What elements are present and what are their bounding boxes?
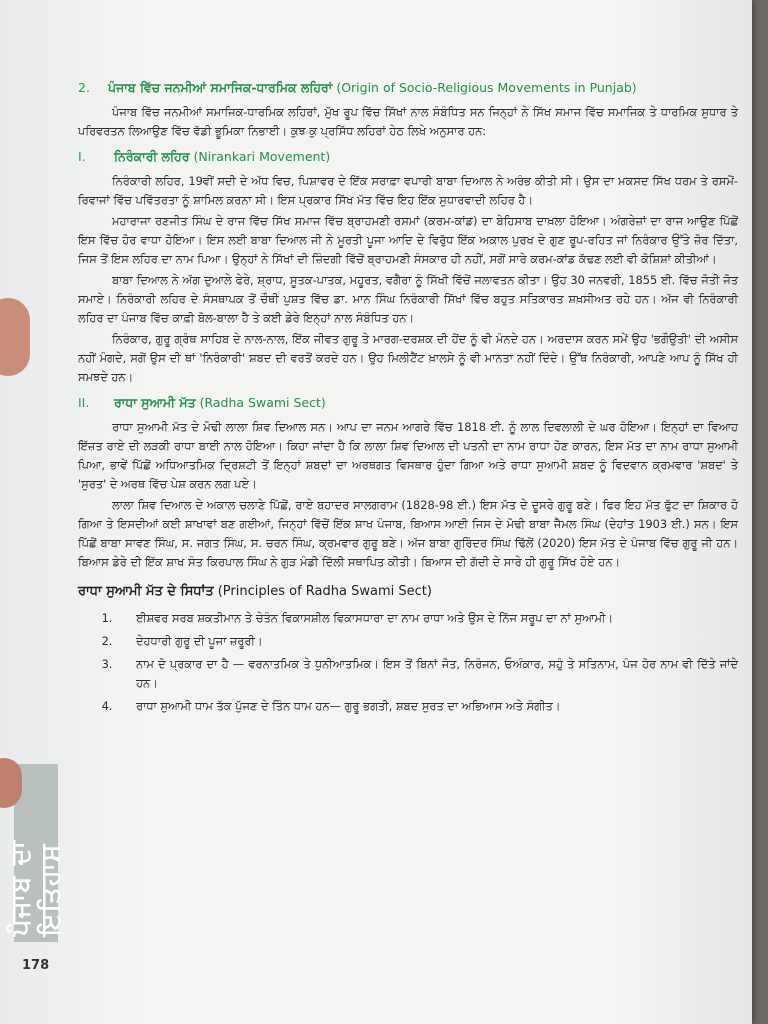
principle-item	[78, 697, 738, 716]
nirankari-paragraph: ਮਹਾਰਾਜਾ ਰਣਜੀਤ ਸਿੰਘ ਦੇ ਰਾਜ ਵਿੱਚ ਸਿੱਖ ਸਮਾਜ ਵਿੱਚ ਬ੍ਰਾਹਮਣੀ ਰਸਮਾਂ (ਕਰਮ-ਕਾਂਡ) ਦਾ ਬੇਹਿਸਾਬ ਦਾਖ਼ਲਾ ਹੋਇਆ। ਅੰਗਰੇਜ਼ਾਂ ਦਾ ਰਾਜ ਆਉਣ ਪਿੱਛੋਂ ਇਸ ਵਿੱਚ ਹੋਰ ਵਾਧਾ ਹੋਇਆ। ਇਸ ਲਈ ਬਾਬਾ ਦਿਆਲ ਜੀ ਨੇ ਮੂਰਤੀ ਪੂਜਾ ਆਦਿ ਦੇ ਵਿਰੁੱਧ ਇੱਕ ਅਕਾਲ ਪੁਰਖ ਦੇ ਗੁਣ ਰੂਪ-ਰਹਿਤ ਜਾਂ ਨਿਰੰਕਾਰ ਉੱਤੇ ਜ਼ੋਰ ਦਿੱਤਾ, ਜਿਸ ਤੋਂ ਇਸ ਲਹਿਰ ਦਾ ਨਾਮ ਪਿਆ। ਉਨ੍ਹਾਂ ਨੇ ਸਿੱਖਾਂ ਦੀ ਜ਼ਿੰਦਗੀ ਵਿੱਚੋਂ ਬ੍ਰਾਹਮਣੀ ਸੰਸਕਾਰ ਹੀ ਨਹੀਂ, ਸਗੋਂ ਸਾਰੇ ਕਰਮ-ਕਾਂਡ ਕੱਢਣ ਲਈ ਵੀ ਕੋਸ਼ਿਸ਼ਾਂ ਕੀਤੀਆਂ।	[78, 214, 738, 266]
principles-title-english: (Principles of Radha Swami Sect)	[217, 584, 432, 599]
principle-number: 3.	[101, 657, 113, 671]
principle-item	[78, 655, 738, 693]
principle-text: ਨਾਮ ਦੋ ਪ੍ਰਕਾਰ ਦਾ ਹੈ — ਵਰਨਾਤਮਿਕ ਤੇ ਧੁਨੀਆਤਮਿਕ। ਇਸ ਤੋਂ ਬਿਨਾਂ ਜੋਤ, ਨਿਰੰਜਨ, ਓਅੰਕਾਰ, ਸਹੁੰ ਤੇ ਸਤਿਨਾਮ, ਪੰਜ ਹੋਰ ਨਾਮ ਵੀ ਦਿੱਤੇ ਜਾਂਦੇ ਹਨ।	[136, 657, 738, 690]
radha-swami-number: II.	[78, 395, 90, 410]
nirankari-title-english: (Nirankari Movement)	[193, 149, 331, 164]
side-label: ਪੰਜਾਬ ਦਾ ਇਤਿਹਾਸ	[6, 839, 66, 936]
principles-list	[78, 609, 738, 716]
section-title-punjabi: ਪੰਜਾਬ ਵਿੱਚ ਜਨਮੀਆਂ ਸਮਾਜਿਕ-ਧਾਰਮਿਕ ਲਹਿਰਾਂ	[108, 80, 333, 95]
principle-item	[78, 609, 738, 628]
nirankari-heading	[78, 147, 738, 166]
principle-number: 4.	[101, 699, 113, 713]
radha-swami-title-english: (Radha Swami Sect)	[199, 395, 326, 410]
principles-title-punjabi: ਰਾਧਾ ਸੁਆਮੀ ਮੱਤ ਦੇ ਸਿਧਾਂਤ	[78, 584, 214, 599]
principle-text: ਈਸ਼ਵਰ ਸਰਬ ਸ਼ਕਤੀਮਾਨ ਤੇ ਚੇਤੰਨ ਵਿਕਾਸਸ਼ੀਲ ਵਿਕਾਸਧਾਰਾ ਦਾ ਨਾਮ ਰਾਧਾ ਅਤੇ ਉਸ ਦੇ ਨਿੱਜ ਸਰੂਪ ਦਾ ਨਾਂ ਸੁਆਮੀ।	[136, 611, 614, 625]
thumb	[0, 298, 30, 376]
section-heading	[78, 78, 738, 97]
radha-swami-heading	[78, 393, 738, 412]
radha-swami-paragraph: ਲਾਲਾ ਸ਼ਿਵ ਦਿਆਲ ਦੇ ਅਕਾਲ ਚਲਾਣੇ ਪਿੱਛੋਂ, ਰਾਏ ਬਹਾਦਰ ਸਾਲਗਰਾਮ (1828-98 ਈ.) ਇਸ ਮੱਤ ਦੇ ਦੂਸਰੇ ਗੁਰੂ ਬਣੇ। ਫਿਰ ਇਹ ਮੱਤ ਫੁੱਟ ਦਾ ਸ਼ਿਕਾਰ ਹੋ ਗਿਆ ਤੇ ਇਸਦੀਆਂ ਕਈ ਸ਼ਾਖਾਵਾਂ ਬਣ ਗਈਆਂ, ਜਿਨ੍ਹਾਂ ਵਿੱਚੋਂ ਇੱਕ ਸ਼ਾਖ ਪੰਜਾਬ, ਬਿਆਸ ਆਈ ਜਿਸ ਦੇ ਮੋਢੀ ਬਾਬਾ ਜੈਮਲ ਸਿੰਘ (ਦੇਹਾਂਤ 1903 ਈ.) ਸਨ। ਇਸ ਪਿੱਛੋਂ ਬਾਬਾ ਸਾਵਣ ਸਿੰਘ, ਸ. ਜਗਤ ਸਿੰਘ, ਸ. ਚਰਨ ਸਿੰਘ, ਕ੍ਰਮਵਾਰ ਗੁਰੂ ਬਣੇ। ਅੱਜ ਬਾਬਾ ਗੁਰਿੰਦਰ ਸਿੰਘ ਢਿੱਲੋਂ (2020) ਇਸ ਮੱਤ ਦੇ ਪੰਜਾਬ ਵਿੱਚ ਗੁਰੂ ਜੀ ਹਨ। ਬਿਆਸ ਡੇਰੇ ਦੀ ਇੱਕ ਸ਼ਾਖ ਸੰਤ ਕਿਰਪਾਲ ਸਿੰਘ ਨੇ ਗੁੜ ਮੰਡੀ ਦਿੱਲੀ ਸਥਾਪਿਤ ਕੀਤੀ। ਬਿਆਸ ਦੀ ਗੱਦੀ ਦੇ ਸਾਰੇ ਹੀ ਗੁਰੂ ਸਿੱਖ ਹੋਏ ਹਨ।	[78, 498, 738, 569]
principle-number: 1.	[101, 611, 113, 625]
nirankari-number: I.	[78, 149, 86, 164]
radha-swami-paragraph: ਰਾਧਾ ਸੁਆਮੀ ਮੱਤ ਦੇ ਮੋਢੀ ਲਾਲਾ ਸ਼ਿਵ ਦਿਆਲ ਸਨ। ਆਪ ਦਾ ਜਨਮ ਆਗਰੇ ਵਿੱਚ 1818 ਈ. ਨੂੰ ਲਾਲ ਦਿਵਲਾਲੀ ਦੇ ਘਰ ਹੋਇਆ। ਇਨ੍ਹਾਂ ਦਾ ਵਿਆਹ ਇੱਜ਼ਤ ਰਾਏ ਦੀ ਲੜਕੀ ਰਾਧਾ ਬਾਈ ਨਾਲ ਹੋਇਆ। ਕਿਹਾ ਜਾਂਦਾ ਹੈ ਕਿ ਲਾਲਾ ਸ਼ਿਵ ਦਿਆਲ ਦੀ ਪਤਨੀ ਦਾ ਨਾਮ ਰਾਧਾ ਹੋਣ ਕਾਰਨ, ਇਸ ਮੱਤ ਦਾ ਨਾਮ ਰਾਧਾ ਸੁਆਮੀ ਪਿਆ, ਭਾਵੇਂ ਪਿੱਛੋਂ ਅਧਿਆਤਮਿਕ ਦ੍ਰਿਸ਼ਟੀ ਤੋਂ ਇਨ੍ਹਾਂ ਸ਼ਬਦਾਂ ਦਾ ਅਰਥਗਤ ਵਿਸਥਾਰ ਹੁੰਦਾ ਗਿਆ ਅਤੇ ਰਾਧਾ ਸੁਆਮੀ ਸ਼ਬਦ ਨੂੰ ਵਿਦਵਾਨ ਕ੍ਰਮਵਾਰ 'ਸ਼ਬਦ' ਤੇ 'ਸੁਰਤ' ਦੇ ਅਰਥ ਵਿੱਚ ਪੇਸ਼ ਕਰਨ ਲਗ ਪਏ।	[78, 420, 738, 491]
nirankari-paragraph: ਨਿਰੰਕਾਰੀ ਲਹਿਰ, 19ਵੀਂ ਸਦੀ ਦੇ ਅੱਧ ਵਿਚ, ਪਿਸ਼ਾਵਰ ਦੇ ਇੱਕ ਸਰਾਫ਼ਾ ਵਪਾਰੀ ਬਾਬਾ ਦਿਆਲ ਨੇ ਅਰੰਭ ਕੀਤੀ ਸੀ। ਉਸ ਦਾ ਮਕਸਦ ਸਿੱਖ ਧਰਮ ਤੇ ਰਸਮੋਂ-ਰਿਵਾਜਾਂ ਵਿੱਚ ਪਵਿੱਤਰਤਾ ਨੂੰ ਸ਼ਾਮਿਲ ਕਰਨਾ ਸੀ। ਇਸ ਪ੍ਰਕਾਰ ਸਿੱਖ ਮੱਤ ਵਿੱਚ ਇਹ ਇੱਕ ਸੁਧਾਰਵਾਦੀ ਲਹਿਰ ਹੈ।	[78, 174, 738, 207]
nirankari-paragraph: ਬਾਬਾ ਦਿਆਲ ਨੇ ਅੱਗ ਦੁਆਲੇ ਫੇਰੇ, ਸ਼੍ਰਾਧ, ਸੂਤਕ-ਪਾਤਕ, ਮਹੂਰਤ, ਵਗੈਰਾ ਨੂੰ ਸਿੱਖੀ ਵਿੱਚੋਂ ਜਲਾਵਤਨ ਕੀਤਾ। ਉਹ 30 ਜਨਵਰੀ, 1855 ਈ. ਵਿੱਚ ਜੋਤੀ ਜੋਤ ਸਮਾਏ। ਨਿਰੰਕਾਰੀ ਲਹਿਰ ਦੇ ਸੰਸਥਾਪਕ ਤੋਂ ਚੌਥੀ ਪੁਸ਼ਤ ਵਿੱਚ ਡਾ. ਮਾਨ ਸਿੰਘ ਨਿਰੰਕਾਰੀ ਸਿੱਖਾਂ ਵਿੱਚ ਬਹੁਤ ਸਤਿਕਾਰਤ ਸ਼ਖ਼ਸੀਅਤ ਰਹੇ ਹਨ। ਅੱਜ ਵੀ ਨਿਰੰਕਾਰੀ ਲਹਿਰ ਦਾ ਪੰਜਾਬ ਵਿੱਚ ਕਾਫ਼ੀ ਬੋਲ-ਬਾਲਾ ਹੈ ਤੇ ਕਈ ਡੇਰੇ ਇਨ੍ਹਾਂ ਨਾਲ ਸੰਬੰਧਿਤ ਹਨ।	[78, 273, 738, 325]
section-title-english: (Origin of Socio-Religious Movements in Punjab)	[336, 80, 637, 95]
radha-swami-title-punjabi: ਰਾਧਾ ਸੁਆਮੀ ਮੱਤ	[114, 395, 196, 410]
principles-heading	[78, 582, 738, 601]
page-content	[78, 72, 738, 720]
section-number: 2.	[78, 80, 90, 95]
page-number: 178	[22, 958, 50, 973]
nirankari-paragraph: ਨਿਰੰਕਾਰ, ਗੁਰੂ ਗ੍ਰੰਥ ਸਾਹਿਬ ਦੇ ਨਾਲ-ਨਾਲ, ਇੱਕ ਜੀਵਤ ਗੁਰੂ ਤੇ ਮਾਰਗ-ਦਰਸ਼ਕ ਦੀ ਹੋਂਦ ਨੂੰ ਵੀ ਮੰਨਦੇ ਹਨ। ਅਰਦਾਸ ਕਰਨ ਸਮੇਂ ਉਹ 'ਭਗੌਉਤੀ' ਦੀ ਅਸੀਸ ਨਹੀਂ ਮੰਗਦੇ, ਸਗੋਂ ਉਸ ਦੀ ਥਾਂ 'ਨਿਰੰਕਾਰੀ' ਸ਼ਬਦ ਦੀ ਵਰਤੋਂ ਕਰਦੇ ਹਨ। ਉਹ ਮਿਲੀਟੈਂਟ ਖ਼ਾਲਸੇ ਨੂੰ ਵੀ ਮਾਨਤਾ ਨਹੀਂ ਦਿੰਦੇ। ਉੱਥ ਨਿਰੰਕਾਰੀ, ਆਪਣੇ ਆਪ ਨੂੰ ਸਿੱਖ ਹੀ ਸਮਝਦੇ ਹਨ।	[78, 332, 738, 384]
principle-text: ਦੇਹਧਾਰੀ ਗੁਰੂ ਦੀ ਪੂਜਾ ਜ਼ਰੂਰੀ।	[136, 634, 263, 648]
nirankari-title-punjabi: ਨਿਰੰਕਾਰੀ ਲਹਿਰ	[114, 149, 190, 164]
principle-number: 2.	[101, 634, 113, 648]
principle-item	[78, 632, 738, 651]
principle-text: ਰਾਧਾ ਸੁਆਮੀ ਧਾਮ ਤੱਕ ਪੁੱਜਣ ਦੇ ਤਿੰਨ ਧਾਮ ਹਨ— ਗੁਰੂ ਭਗਤੀ, ਸ਼ਬਦ ਸੁਰਤ ਦਾ ਅਭਿਆਸ ਅਤੇ ਸੰਗੀਤ।	[136, 699, 561, 713]
section-intro: ਪੰਜਾਬ ਵਿੱਚ ਜਨਮੀਆਂ ਸਮਾਜਿਕ-ਧਾਰਮਿਕ ਲਹਿਰਾਂ, ਮੁੱਖ ਰੂਪ ਵਿੱਚ ਸਿੱਖਾਂ ਨਾਲ ਸੰਬੰਧਿਤ ਸਨ ਜਿਨ੍ਹਾਂ ਨੇ ਸਿੱਖ ਸਮਾਜ ਵਿੱਚ ਸਮਾਜਿਕ ਤੇ ਧਾਰਮਿਕ ਸੁਧਾਰ ਤੇ ਪਰਿਵਰਤਨ ਲਿਆਉਣ ਵਿੱਚ ਵੱਡੀ ਭੂਮਿਕਾ ਨਿਭਾਈ। ਕੁਝ ਕੁ ਪ੍ਰਸਿੱਧ ਲਹਿਰਾਂ ਹੇਠ ਲਿਖੇ ਅਨੁਸਾਰ ਹਨ:	[78, 105, 738, 138]
